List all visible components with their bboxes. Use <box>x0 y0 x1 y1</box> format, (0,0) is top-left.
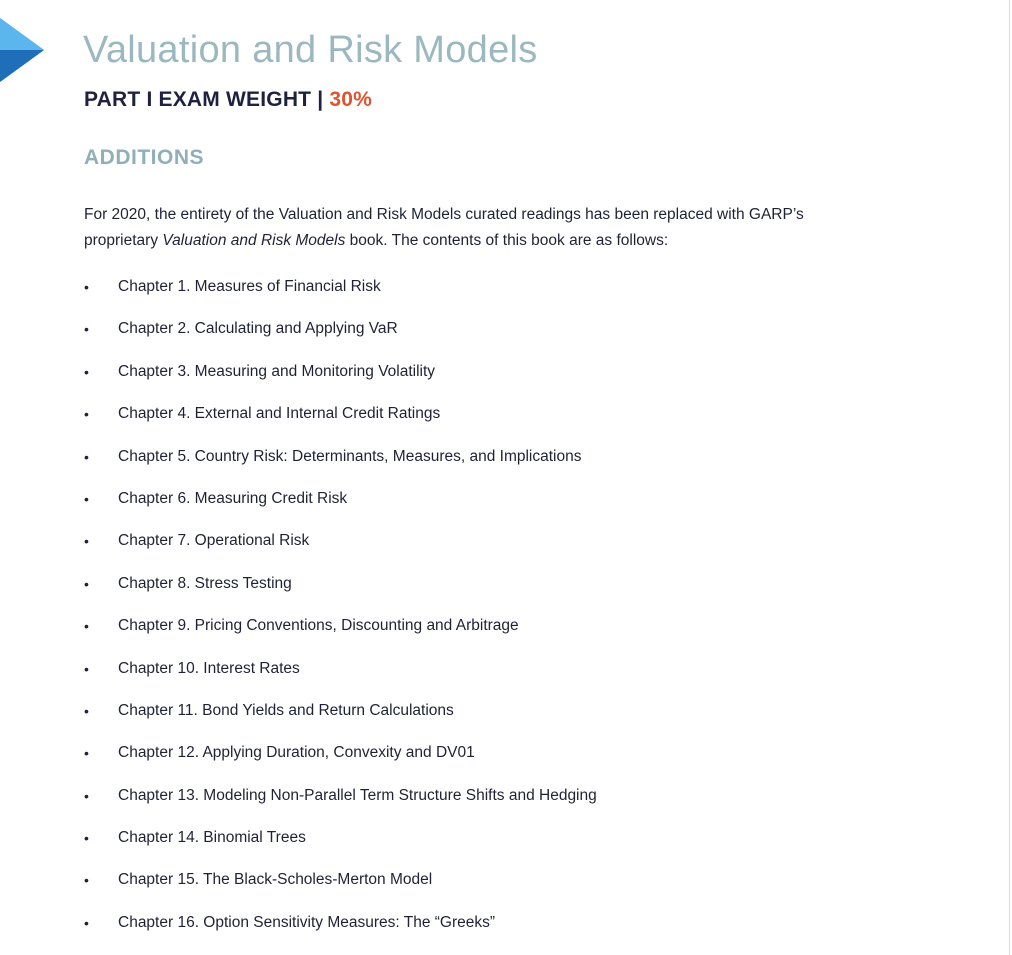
exam-weight-label: PART I EXAM WEIGHT | <box>84 88 324 111</box>
intro-line-2-end: book. The contents of this book are as follows: <box>345 232 669 249</box>
bullet-icon: • <box>84 745 89 762</box>
page-border <box>1009 0 1010 955</box>
bullet-icon: • <box>84 490 89 507</box>
chapter-label: Chapter 12. Applying Duration, Convexity and DV01 <box>118 744 475 762</box>
bullet-icon: • <box>84 830 89 847</box>
chapter-label: Chapter 5. Country Risk: Determinants, Measures, and Implications <box>118 447 582 465</box>
bullet-icon: • <box>84 787 89 804</box>
bullet-icon: • <box>84 702 89 719</box>
intro-line-2-start: proprietary <box>84 232 163 249</box>
chapter-label: Chapter 6. Measuring Credit Risk <box>118 489 348 507</box>
chapter-label: Chapter 15. The Black-Scholes-Merton Model <box>118 871 433 889</box>
chapter-label: Chapter 1. Measures of Financial Risk <box>118 278 381 295</box>
chapter-label: Chapter 16. Option Sensitivity Measures: The “Greeks” <box>118 913 496 931</box>
bullet-icon: • <box>84 363 89 380</box>
section-marker-icon <box>0 18 44 82</box>
bullet-icon: • <box>84 279 89 295</box>
page-title: Valuation and Risk Models <box>83 29 538 71</box>
bullet-icon: • <box>84 575 89 592</box>
chapter-label: Chapter 11. Bond Yields and Return Calculations <box>118 701 454 719</box>
intro-line-2 <box>84 228 974 254</box>
bullet-icon: • <box>84 660 89 677</box>
intro-paragraph <box>84 202 974 254</box>
exam-weight-heading <box>84 86 372 114</box>
chapter-label: Chapter 9. Pricing Conventions, Discounting and Arbitrage <box>118 617 519 635</box>
intro-line-1: For 2020, the entirety of the Valuation and Risk Models curated readings has been replaced with GARP’s <box>84 206 804 223</box>
bullet-icon: • <box>84 321 89 338</box>
chapter-label: Chapter 13. Modeling Non-Parallel Term Structure Shifts and Hedging <box>118 786 597 804</box>
section-heading-additions: ADDITIONS <box>84 146 204 169</box>
book-title: Valuation and Risk Models <box>162 232 346 249</box>
chapter-label: Chapter 7. Operational Risk <box>118 532 310 550</box>
chapter-label: Chapter 4. External and Internal Credit Ratings <box>118 405 441 423</box>
bullet-icon: • <box>84 914 89 931</box>
bullet-icon: • <box>84 872 89 889</box>
exam-weight-value: 30% <box>329 88 373 111</box>
bullet-icon: • <box>84 406 89 423</box>
chapter-label: Chapter 2. Calculating and Applying VaR <box>118 320 398 338</box>
bullet-icon: • <box>84 448 89 465</box>
bullet-icon: • <box>84 618 89 635</box>
chapter-label: Chapter 10. Interest Rates <box>118 659 300 677</box>
chapter-label: Chapter 3. Measuring and Monitoring Volatility <box>118 362 436 380</box>
chapter-label: Chapter 8. Stress Testing <box>118 574 292 592</box>
chapter-label: Chapter 14. Binomial Trees <box>118 829 306 847</box>
bullet-icon: • <box>84 533 89 550</box>
